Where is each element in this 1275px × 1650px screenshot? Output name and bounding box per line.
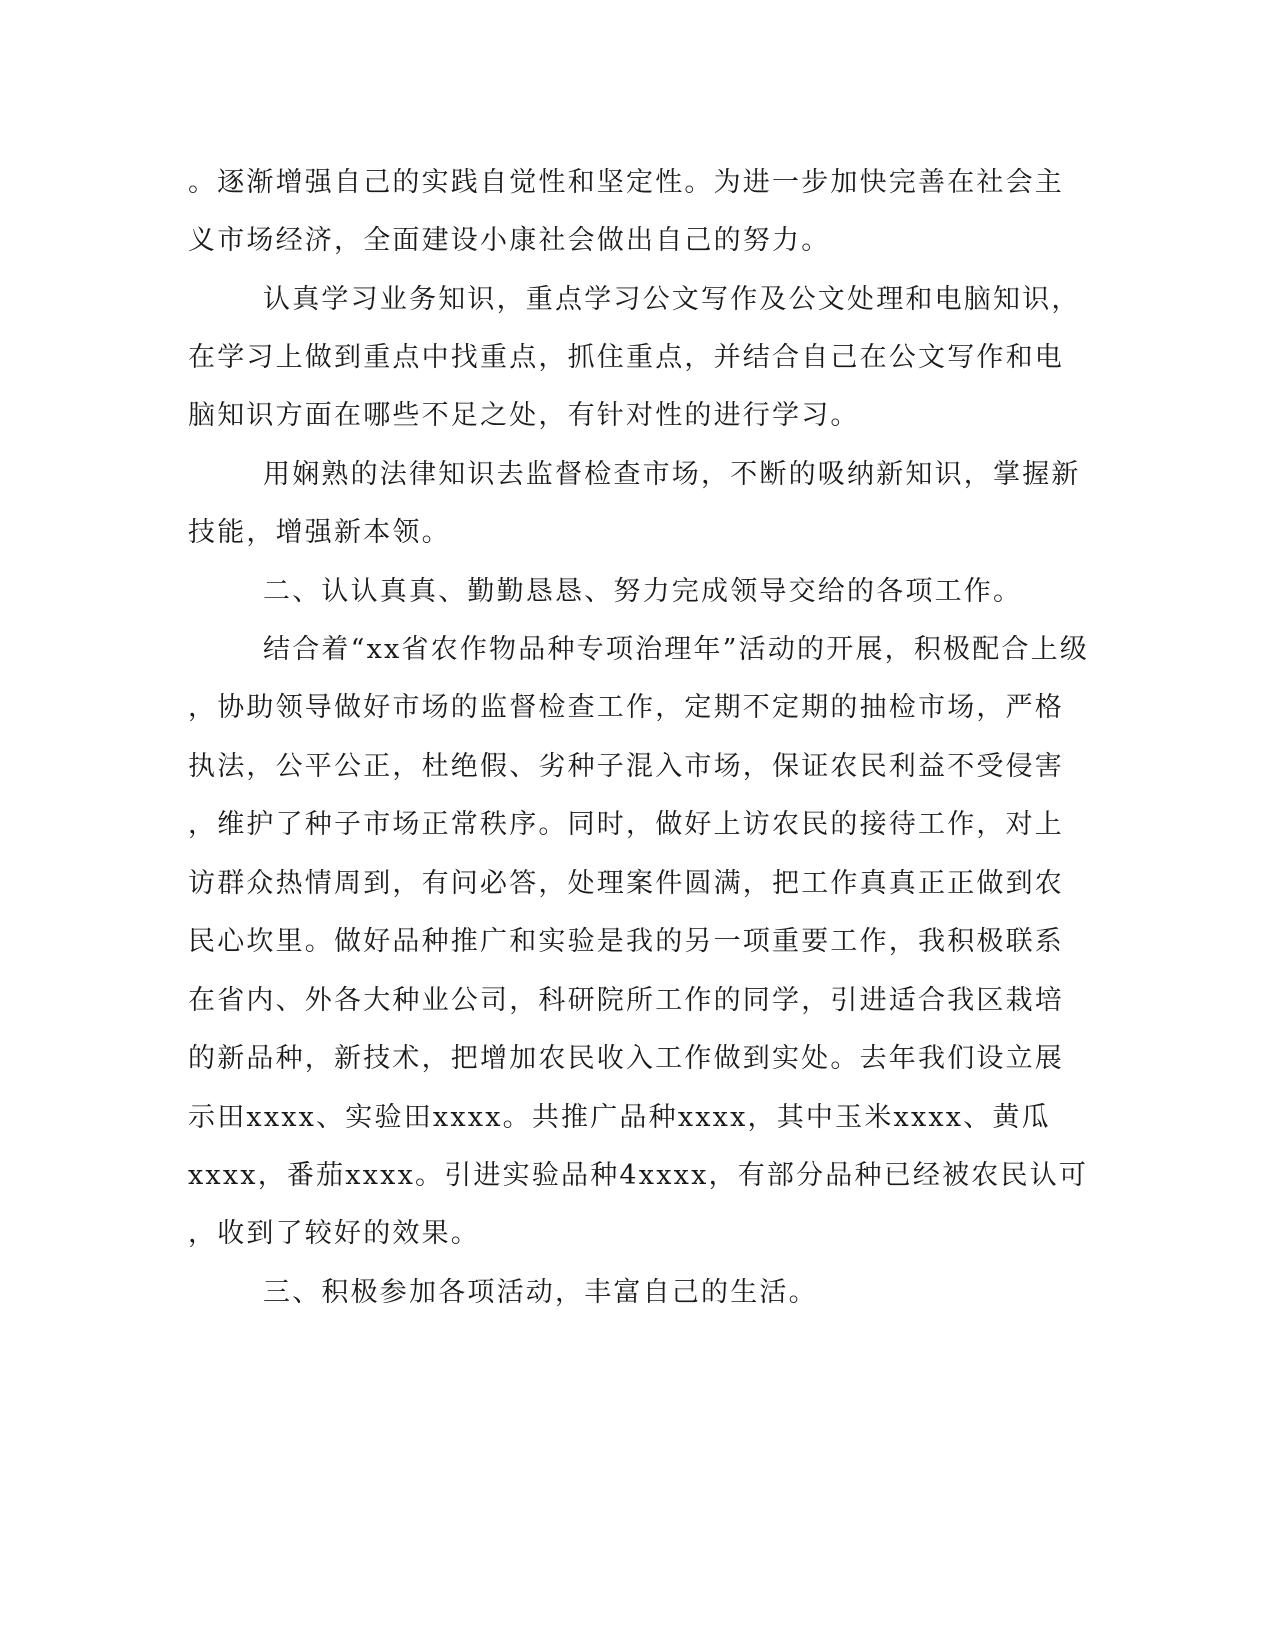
text-line: 示田xxxx、实验田xxxx。共推广品种xxxx，其中玉米xxxx、黄瓜	[188, 1102, 1051, 1133]
text-line: 义市场经济，全面建设小康社会做出自己的努力。	[188, 225, 831, 256]
paragraph-first-line: 用娴熟的法律知识去监督检查市场，不断的吸纳新知识，掌握新	[263, 459, 1081, 490]
text-line: 在省内、外各大种业公司，科研院所工作的同学，引进适合我区栽培	[188, 985, 1064, 1016]
section-heading: 二、认认真真、勤勤恳恳、努力完成领导交给的各项工作。	[263, 576, 1023, 607]
paragraph-first-line: 认真学习业务知识，重点学习公文写作及公文处理和电脑知识，	[263, 284, 1081, 315]
text-line: ，收到了较好的效果。	[188, 1218, 480, 1249]
paragraph-first-line: 结合着“xx省农作物品种专项治理年”活动的开展，积极配合上级	[263, 634, 1090, 665]
text-line: ，维护了种子市场正常秩序。同时，做好上访农民的接待工作，对上	[188, 809, 1064, 840]
text-line: 。逐渐增强自己的实践自觉性和坚定性。为进一步加快完善在社会主	[188, 167, 1064, 198]
text-line: 访群众热情周到，有问必答，处理案件圆满，把工作真真正正做到农	[188, 868, 1064, 899]
text-line: ，协助领导做好市场的监督检查工作，定期不定期的抽检市场，严格	[188, 692, 1064, 723]
text-line: 的新品种，新技术，把增加农民收入工作做到实处。去年我们设立展	[188, 1043, 1064, 1074]
text-line: 技能，增强新本领。	[188, 517, 451, 548]
text-line: xxxx，番茄xxxx。引进实验品种4xxxx，有部分品种已经被农民认可	[188, 1160, 1089, 1191]
text-line: 在学习上做到重点中找重点，抓住重点，并结合自己在公文写作和电	[188, 342, 1064, 373]
text-line: 民心坎里。做好品种推广和实验是我的另一项重要工作，我积极联系	[188, 926, 1064, 957]
section-heading: 三、积极参加各项活动，丰富自己的生活。	[263, 1277, 818, 1308]
text-line: 执法，公平公正，杜绝假、劣种子混入市场，保证农民利益不受侵害	[188, 751, 1064, 782]
text-line: 脑知识方面在哪些不足之处，有针对性的进行学习。	[188, 400, 860, 431]
